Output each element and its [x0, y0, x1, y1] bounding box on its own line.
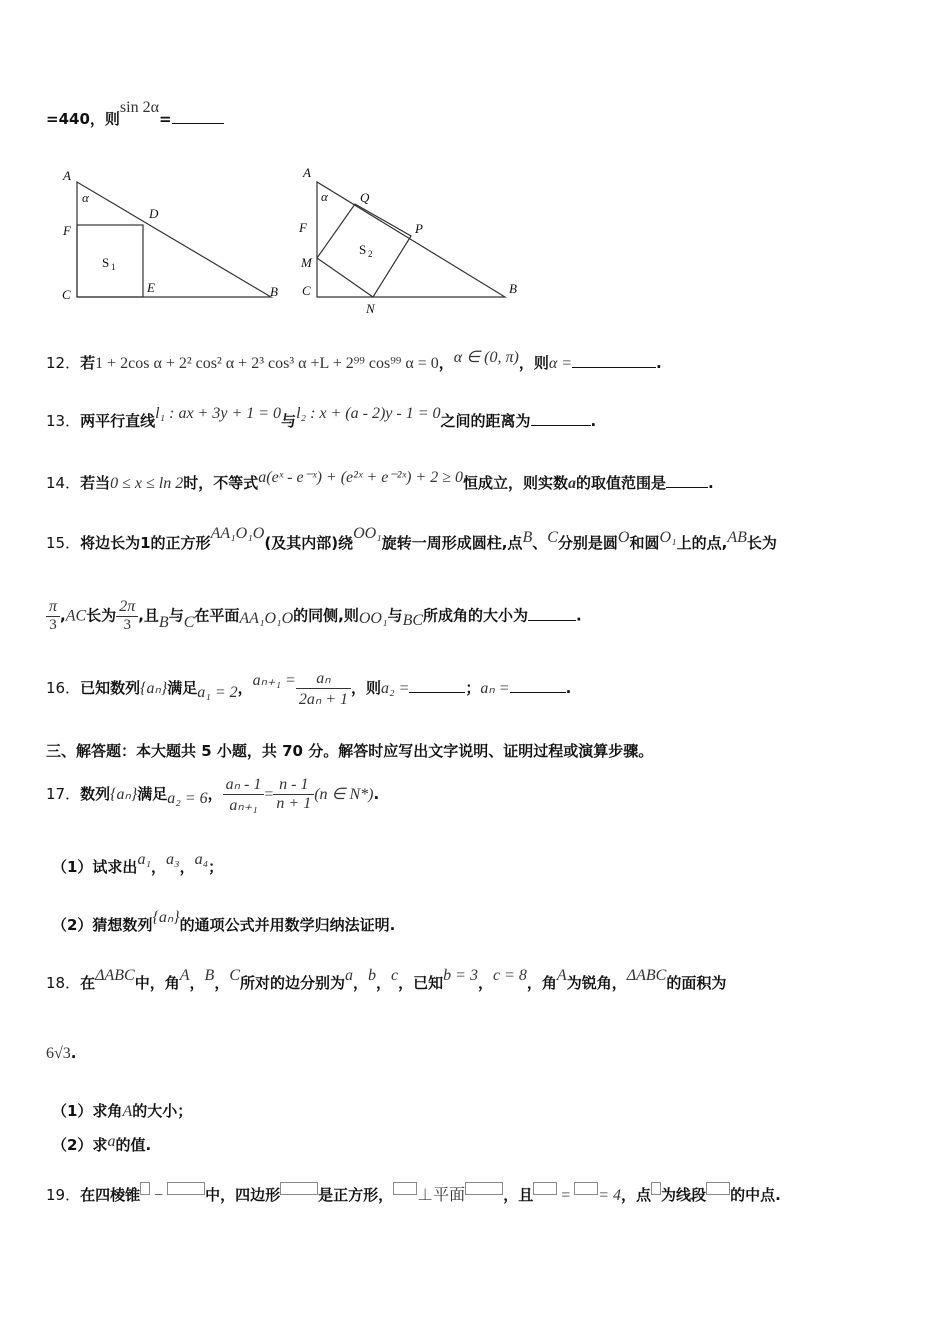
question-19: 19．在四棱锥 − 中，四边形 是正方形， ⊥平面 ，且 = = 4，点 为线段 的中点.: [46, 1182, 781, 1205]
fig1-label-E: E: [147, 280, 155, 295]
question-14: 14．若当0 ≤ x ≤ ln 2时，不等式a(eˣ - e⁻ˣ) + (e²ˣ + e⁻²ˣ) + 2 ≥ 0恒成立，则实数a的取值范围是 .: [46, 469, 714, 492]
q14-ineq: a(eˣ - e⁻ˣ) + (e²ˣ + e⁻²ˣ) + 2 ≥ 0: [258, 469, 463, 486]
q12-expr: 1 + 2cos α + 2² cos² α + 2³ cos³ α +L + 2⁹⁹ cos⁹⁹ α = 0: [95, 355, 439, 372]
fig2-label-F: F: [299, 220, 307, 235]
answer-blank: [531, 425, 591, 426]
q17-frac-left: $\frac{\text{aₙ - 1}}{\text{aₙ₊₁}}$: [223, 774, 265, 815]
section-3-heading: 三、解答题：本大题共 5 小题，共 70 分。解答时应写出文字说明、证明过程或演算步骤。: [46, 742, 654, 760]
frac-2pi-3: $\frac{2\pi}{3}$: [116, 598, 138, 634]
frac-pi-3: $\frac{\pi}{3}$: [46, 598, 60, 634]
q17-frac-right: $\frac{n - 1}{n + 1}$: [273, 776, 314, 813]
question-12: 12．若1 + 2cos α + 2² cos² α + 2³ cos³ α +L + 2⁹⁹ cos⁹⁹ α = 0，α ∈ (0, π)，则α = .: [46, 349, 662, 372]
question-18-area: 6√3.: [46, 1044, 77, 1062]
figure-1: [55, 165, 295, 315]
answer-blank: [572, 367, 656, 368]
sin2a-expr: sin 2α: [119, 99, 159, 116]
fig2-label-N: N: [366, 301, 375, 316]
fig1-label-B: B: [270, 284, 278, 299]
question-17-part-1: （1）试求出a₁，a₃，a₄；: [52, 851, 224, 876]
arc-AB: AB: [727, 529, 747, 546]
fig1-label-D: D: [149, 206, 159, 221]
answer-blank: [172, 123, 224, 124]
question-18-part-2: （2）求a的值.: [52, 1133, 152, 1154]
fig2-label-B: B: [509, 281, 517, 296]
question-18: 18．在ΔABC中，角A，B，C所对的边分别为a，b，c，已知b = 3，c = 8，角A为锐角，ΔABC的面积为: [46, 967, 727, 992]
question-17: 17．数列{aₙ}满足a₂ = 6， $\frac{\text{aₙ - 1}}{\text{aₙ₊₁}}$ = $\frac{n - 1}{n + 1}$ (n ∈ N*).: [46, 776, 380, 814]
answer-blank: [510, 692, 566, 693]
fig1-label-C: C: [62, 287, 71, 302]
fig1-S-sub: 1: [111, 262, 116, 272]
fig2-label-M: M: [301, 255, 312, 270]
q14-range: 0 ≤ x ≤ ln 2: [110, 475, 184, 492]
fig1-label-A: A: [63, 168, 71, 183]
question-15-cont: $\frac{\pi}{3}$ ,AC长为 $\frac{2\pi}{3}$ ,且B与C在平面AA₁O₁O的同侧,则OO₁与BC所成角的大小为 .: [46, 598, 582, 634]
q13-line1: l₁ : ax + 3y + 1 = 0: [155, 405, 282, 422]
fig2-label-C: C: [302, 283, 311, 298]
figure-2: [295, 160, 530, 320]
fig2-label-P: P: [415, 221, 423, 236]
question-16: 16．已知数列{aₙ}满足a₁ = 2，aₙ₊₁ = $\frac{\text{aₙ}}{\text{2aₙ + 1}}$ ，则a₂ = ；aₙ = .: [46, 670, 572, 708]
fig1-alpha: α: [82, 190, 89, 205]
q11-tail: =440，则sin 2α=: [46, 108, 224, 129]
question-13: 13．两平行直线l₁ : ax + 3y + 1 = 0与l₂ : x + (a - 2)y - 1 = 0之间的距离为 .: [46, 405, 597, 430]
q16-recurrence: $\frac{\text{aₙ}}{\text{2aₙ + 1}}$: [296, 668, 351, 709]
fig2-label-Q: Q: [360, 190, 370, 205]
fig1-S: S: [102, 255, 110, 270]
question-15: 15．将边长为1的正方形AA₁O₁O(及其内部)绕OO₁旋转一周形成圆柱,点B、C分别是圆O和圆O₁上的点,AB长为: [46, 525, 777, 552]
fig2-S-sub: 2: [368, 249, 373, 259]
fig2-alpha: α: [321, 189, 328, 204]
arc-AC: AC: [65, 607, 87, 625]
q12-cond: α ∈ (0, π): [453, 349, 519, 366]
fig2-label-A: A: [303, 165, 311, 180]
fig2-S: S: [359, 242, 367, 257]
answer-blank: [409, 692, 465, 693]
q13-line2: l₂ : x + (a - 2)y - 1 = 0: [296, 405, 441, 422]
answer-blank: [528, 620, 576, 621]
question-18-part-1: （1）求角A的大小；: [52, 1102, 193, 1120]
answer-blank: [666, 487, 708, 488]
fig1-label-F: F: [63, 223, 71, 238]
question-17-part-2: （2）猜想数列{aₙ}的通项公式并用数学归纳法证明.: [52, 909, 396, 934]
